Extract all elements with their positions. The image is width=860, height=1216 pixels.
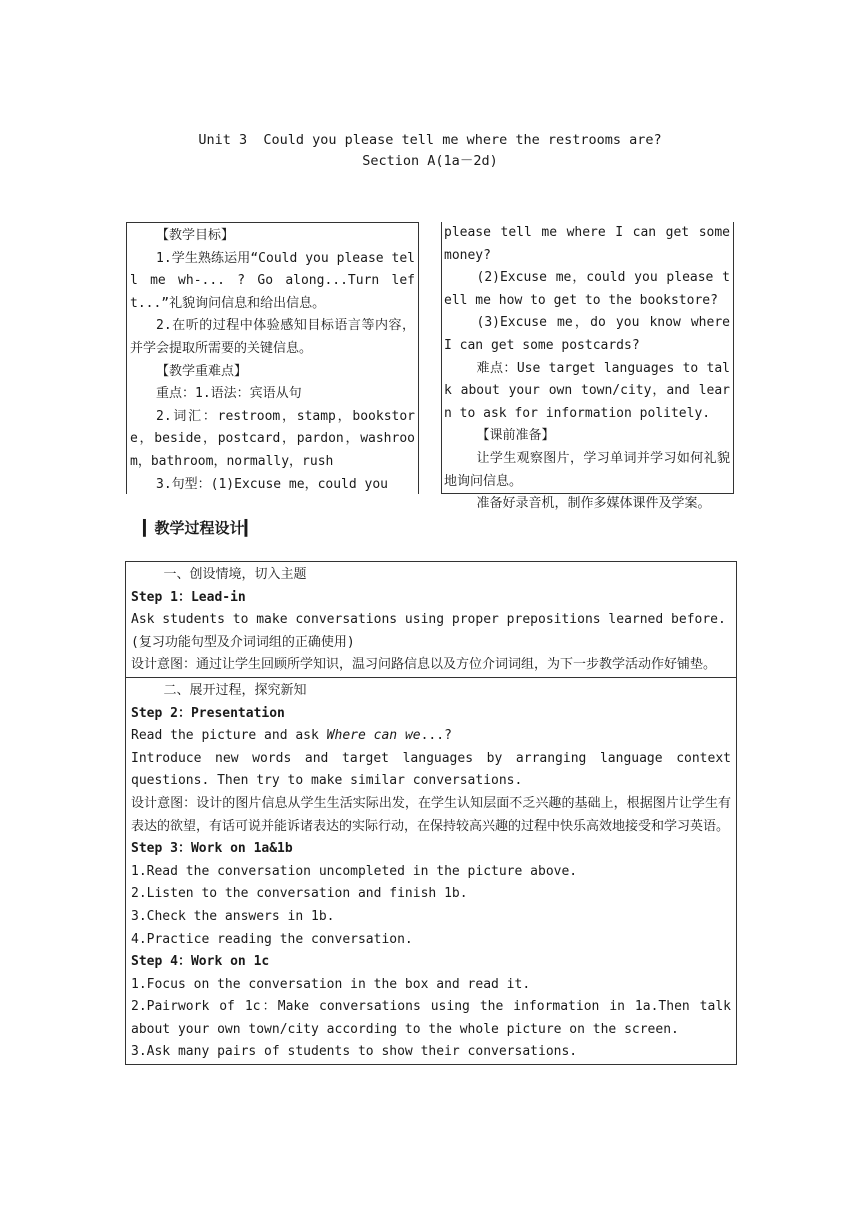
difficult-point: 难点：Use target languages to talk about your own town/city，and learn to ask for information politely. [444,360,730,421]
key-points-heading: 【教学重难点】 [156,363,248,379]
process-cell-1 [126,562,736,677]
cell1-line: Ask students to make conversations using proper prepositions learned before. [131,612,726,628]
read-prefix: Read the picture and ask [131,728,327,744]
step4-item: 2.Pairwork of 1c：Make conversations using the information in 1a.Then talk about your own town/city according to the whole picture on the screen. [131,999,731,1037]
sentence-3: (3)Excuse me，do you know where I can get some postcards? [444,315,730,353]
title-unit: Unit 3 Could you please tell me where the restrooms are? [198,132,662,148]
process-cell-2 [126,677,736,1064]
sentence-1-cont: please tell me where I can get some money? [444,225,730,263]
key-point-grammar: 重点：1.语法：宾语从句 [156,386,302,402]
process-table [125,561,737,1065]
step4-item: 1.Focus on the conversation in the box and read it. [131,976,531,992]
objectives-box-left [126,222,419,494]
read-picture-line [131,725,731,748]
cell1-line: 设计意图：通过让学生回顾所学知识，温习问路信息以及方位介词词组，为下一步教学活动作好铺垫。 [131,657,717,673]
cell2-line: 设计意图：设计的图片信息从学生生活实际出发，在学生认知层面不乏兴趣的基础上，根据图片让学生有表达的欲望，有话可说并能诉诸表达的实际行动，在保持较高兴趣的过程中快乐高效地接受和学习英语。 [131,795,731,834]
step3-item: 3.Check the answers in 1b. [131,908,335,924]
step-1-title: Step 1：Lead-in [131,589,246,605]
step-3-title: Step 3：Work on 1a&1b [131,841,293,857]
preparation-heading: 【课前准备】 [476,428,555,444]
step-2-title: Step 2：Presentation [131,705,285,721]
cell1-line: (复习功能句型及介词词组的正确使用) [131,634,355,650]
objectives-heading: 【教学目标】 [156,228,235,243]
step3-item: 2.Listen to the conversation and finish 1b. [131,886,468,902]
cell2-heading: 二、展开过程，探究新知 [163,682,307,698]
cell2-line: Introduce new words and target languages by arranging language context questions. Then try to make similar conversations. [131,750,731,789]
preparation-1: 让学生观察图片，学习单词并学习如何礼貌地询问信息。 [444,450,730,489]
step-4-title: Step 4：Work on 1c [131,954,270,970]
key-point-sentences: 3.句型：(1)Excuse me，could you [156,476,389,492]
objective-2: 2.在听的过程中体验感知目标语言等内容，并学会提取所需要的关键信息。 [130,318,415,356]
preparation-2: 准备好录音机，制作多媒体课件及学案。 [476,496,711,512]
read-italic: Where can we [326,728,421,744]
cell1-heading: 一、创设情境，切入主题 [163,567,307,582]
step3-item: 4.Practice reading the conversation. [131,931,413,947]
key-point-vocabulary: 2.词汇：restroom，stamp，bookstore，beside，postcard，pardon，washroom，bathroom，normally，rush [130,408,415,469]
step3-item: 1.Read the conversation uncompleted in the picture above. [131,863,578,879]
read-suffix: ...? [420,728,452,744]
title-section: Section A(1a－2d) [362,153,498,169]
document-title [0,130,860,172]
objectives-box-right [441,222,734,512]
objective-1: 1.学生熟练运用“Could you please tell me wh-... ? Go along...Turn left...”礼貌询问信息和给出信息。 [130,250,415,311]
sentence-2: (2)Excuse me，could you please tell me how to get to the bookstore? [444,270,730,308]
section-heading: ▎教学过程设计▎ [143,519,257,537]
step4-item: 3.Ask many pairs of students to show their conversations. [131,1044,578,1060]
